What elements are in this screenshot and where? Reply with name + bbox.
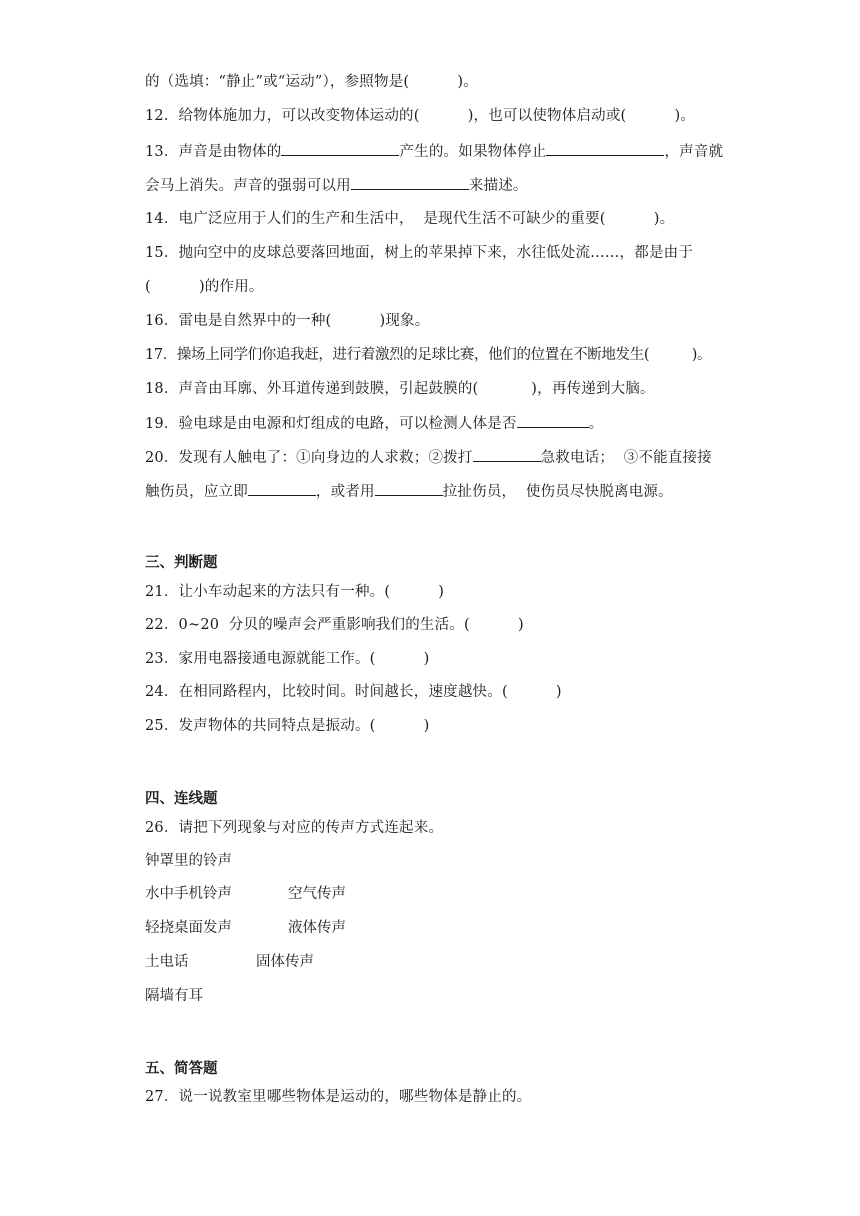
question-16: 16．雷电是自然界中的一种( )现象。	[145, 313, 430, 329]
question-19-text-a: 19．验电球是由电源和灯组成的电路，可以检测人体是否	[145, 416, 517, 432]
answer-blank[interactable]	[248, 481, 316, 496]
match-left-item[interactable]: 水中手机铃声	[145, 886, 232, 902]
answer-blank[interactable]	[375, 481, 443, 496]
answer-blank[interactable]	[473, 447, 541, 462]
answer-blank[interactable]	[517, 413, 589, 428]
question-25: 25．发声物体的共同特点是振动。( )	[145, 718, 430, 734]
answer-blank[interactable]	[351, 175, 469, 190]
match-left-item[interactable]: 土电话	[145, 954, 189, 970]
question-13-text-c: ，声音就	[664, 144, 724, 160]
question-15-line-2: ( )的作用。	[145, 279, 264, 295]
question-13-text-a: 13．声音是由物体的	[145, 144, 282, 160]
question-21: 21．让小车动起来的方法只有一种。( )	[145, 584, 445, 600]
match-right-item[interactable]: 空气传声	[288, 886, 346, 902]
question-13-text-d: 会马上消失。声音的强弱可以用	[145, 178, 351, 194]
question-13-text-b: 产生的。如果物体停止	[399, 144, 547, 160]
section-5-heading: 五、简答题	[145, 1061, 218, 1077]
question-19	[145, 413, 603, 434]
question-20-text-c: 触伤员，应立即	[145, 484, 248, 500]
question-24: 24．在相同路程内，比较时间。时间越长，速度越快。( )	[145, 684, 562, 700]
question-26: 26．请把下列现象与对应的传声方式连起来。	[145, 820, 444, 836]
question-20-line-1	[145, 447, 712, 468]
match-left-item[interactable]: 隔墙有耳	[145, 988, 203, 1004]
answer-blank[interactable]	[546, 141, 664, 156]
question-20-text-d: ，或者用	[315, 484, 375, 500]
question-23: 23．家用电器接通电源就能工作。( )	[145, 651, 430, 667]
question-13-text-e: 来描述。	[468, 178, 528, 194]
question-12: 12．给物体施加力，可以改变物体运动的( )，也可以使物体启动或( )。	[145, 108, 696, 124]
question-20-text-a: 20．发现有人触电了：①向身边的人求救；②拨打	[145, 450, 473, 466]
match-left-item[interactable]: 钟罩里的铃声	[145, 853, 232, 869]
answer-blank[interactable]	[281, 141, 399, 156]
question-15-line-1: 15．抛向空中的皮球总要落回地面，树上的苹果掉下来，水往低处流……，都是由于	[145, 245, 694, 261]
match-right-item[interactable]: 固体传声	[256, 954, 314, 970]
question-11-continuation: 的（选填：“静止”或“运动”），参照物是( )。	[145, 74, 478, 90]
match-left-item[interactable]: 轻挠桌面发声	[145, 920, 232, 936]
question-22: 22．0~20 分贝的噪声会严重影响我们的生活。( )	[145, 617, 524, 633]
section-4-heading: 四、连线题	[145, 791, 218, 807]
question-14: 14．电广泛应用于人们的生产和生活中， 是现代生活不可缺少的重要( )。	[145, 211, 675, 227]
question-27: 27．说一说教室里哪些物体是运动的，哪些物体是静止的。	[145, 1089, 532, 1105]
match-right-item[interactable]: 液体传声	[288, 920, 346, 936]
question-13-line-1	[145, 141, 723, 162]
question-20-text-b: 急救电话； ③不能直接接	[540, 450, 712, 466]
question-17: 17．操场上同学们你追我赶，进行着激烈的足球比赛，他们的位置在不断地发生( )。	[145, 347, 712, 363]
question-20-text-e: 拉扯伤员， 使伤员尽快脱离电源。	[442, 484, 673, 500]
question-18: 18．声音由耳廓、外耳道传递到鼓膜，引起鼓膜的( )，再传递到大脑。	[145, 381, 655, 397]
section-3-heading: 三、判断题	[145, 555, 218, 571]
question-13-line-2	[145, 175, 528, 196]
question-19-text-b: 。	[588, 416, 604, 432]
question-20-line-2	[145, 481, 673, 502]
